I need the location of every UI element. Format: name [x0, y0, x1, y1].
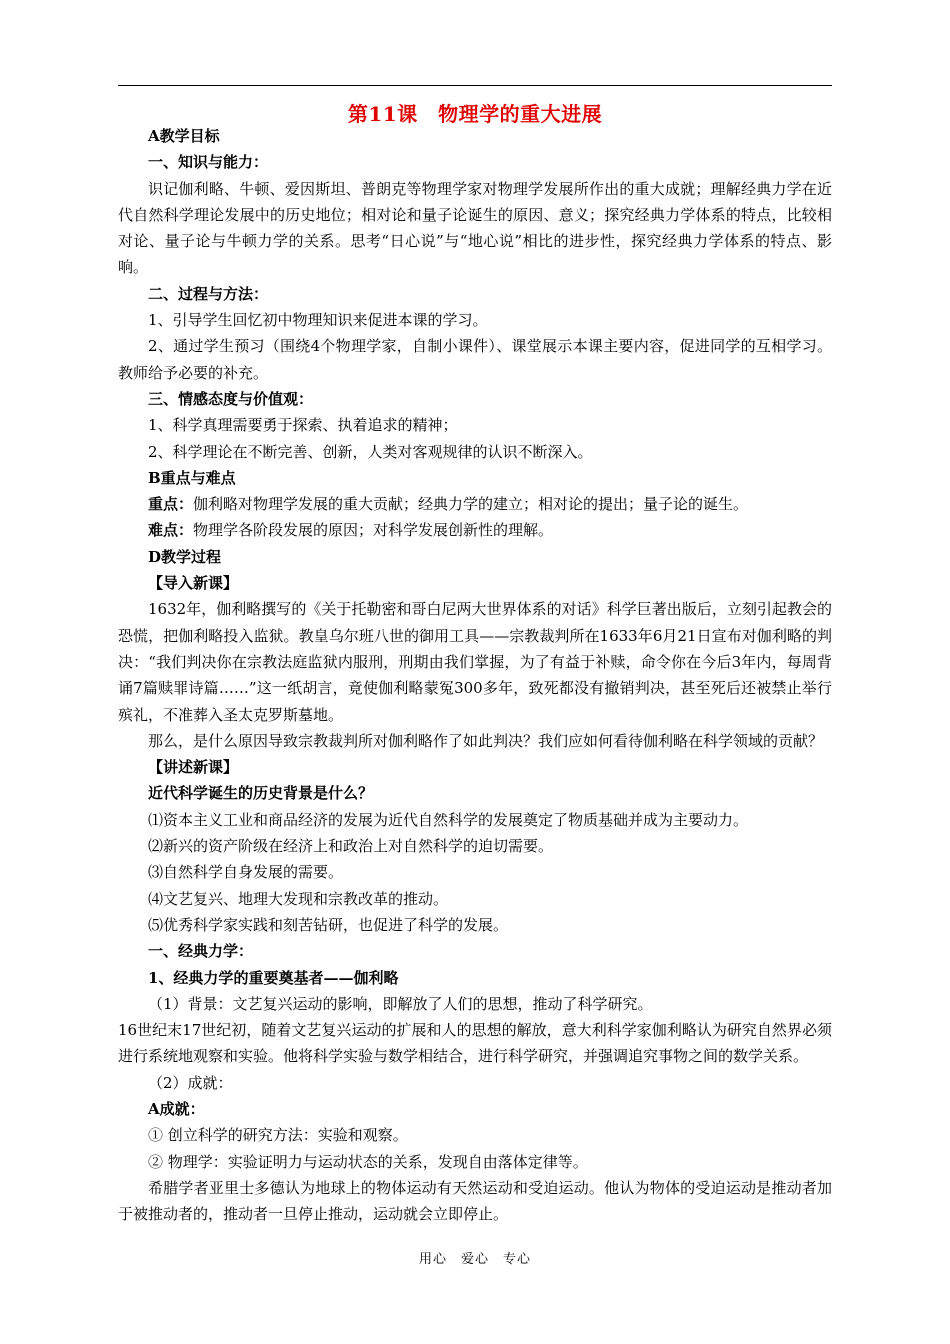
key-point-text: 伽利略对物理学发展的重大贡献；经典力学的建立；相对论的提出；量子论的诞生。	[193, 495, 749, 514]
document-body	[118, 123, 832, 1227]
paragraph: 2、通过学生预习（围绕4个物理学家，自制小课件）、课堂展示本课主要内容，促进同学的互相学习。教师给予必要的补充。	[118, 337, 832, 382]
section-heading: A教学目标	[148, 127, 220, 145]
paragraph: 1632年，伽利略撰写的《关于托勒密和哥白尼两大世界体系的对话》科学巨著出版后，立刻引起教会的恐慌，把伽利略投入监狱。教皇乌尔班八世的御用工具——宗教裁判所在1633年6月21日宣布对伽利略的判决：“我们判决你在宗教法庭监狱内服刑，刑期由我们掌握，为了有益于补赎，命令你在今后3年内，每周背诵7篇赎罪诗篇……”这一纸胡言，竟使伽利略蒙冤300多年，致死都没有撤销判决，甚至死后还被禁止举行殡礼，不准葬入圣太克罗斯墓地。	[118, 600, 832, 724]
paragraph: 16世纪末17世纪初，随着文艺复兴运动的扩展和人的思想的解放，意大利科学家伽利略认为研究自然界必须进行系统地观察和实验。他将科学实验与数学相结合，进行科学研究，并强调追究事物之间的数学关系。	[118, 1021, 832, 1066]
list-item: ⑷文艺复兴、地理大发现和宗教改革的推动。	[148, 889, 449, 908]
section-heading: D教学过程	[148, 547, 222, 566]
list-item: ① 创立科学的研究方法：实验和观察。	[148, 1126, 408, 1145]
question-heading: 近代科学诞生的历史背景是什么？	[148, 784, 374, 803]
subsection-heading: A成就：	[148, 1099, 205, 1118]
key-point-label: 重点：	[148, 495, 194, 514]
key-point-line	[118, 491, 832, 517]
subsection-heading: 一、知识与能力：	[148, 153, 269, 172]
paragraph: 那么，是什么原因导致宗教裁判所对伽利略作了如此判决？我们应如何看待伽利略在科学领域的贡献？	[148, 731, 824, 750]
list-item: ② 物理学：实验证明力与运动状态的关系，发现自由落体定律等。	[148, 1152, 588, 1171]
subsection-heading: 三、情感态度与价值观：	[148, 389, 314, 408]
list-item: ⑵新兴的资产阶级在经济上和政治上对自然科学的迫切需要。	[148, 837, 554, 856]
list-item: ⑸优秀科学家实践和刻苦钻研，也促进了科学的发展。	[148, 915, 509, 934]
difficulty-line	[118, 517, 832, 543]
difficulty-text: 物理学各阶段发展的原因；对科学发展创新性的理解。	[193, 521, 554, 540]
list-item: 2、科学理论在不断完善、创新，人类对客观规律的认识不断深入。	[148, 442, 593, 461]
subsection-heading: 【讲述新课】	[148, 758, 239, 777]
list-item: ⑶自然科学自身发展的需要。	[148, 863, 344, 882]
subsection-heading: 1、经典力学的重要奠基者——伽利略	[148, 968, 399, 987]
subsection-heading: 【导入新课】	[148, 574, 239, 593]
list-item: （2）成就：	[148, 1073, 233, 1092]
page-footer: 用心 爱心 专心	[418, 1252, 531, 1267]
header-rule	[118, 85, 832, 86]
section-heading: B重点与难点	[148, 468, 236, 487]
list-item: ⑴资本主义工业和商品经济的发展为近代自然科学的发展奠定了物质基础并成为主要动力。	[148, 810, 749, 829]
lesson-title: 第11课 物理学的重大进展	[347, 102, 603, 126]
list-item: 1、引导学生回忆初中物理知识来促进本课的学习。	[148, 311, 488, 330]
subsection-heading: 二、过程与方法：	[148, 284, 269, 303]
paragraph: 希腊学者亚里士多德认为地球上的物体运动有天然运动和受迫运动。他认为物体的受迫运动是推动者加于被推动者的，推动者一旦停止推动，运动就会立即停止。	[118, 1178, 832, 1224]
list-item: 1、科学真理需要勇于探索、执着追求的精神；	[148, 416, 458, 435]
difficulty-label: 难点：	[148, 521, 194, 540]
list-item: （1）背景：文艺复兴运动的影响，即解放了人们的思想，推动了科学研究。	[148, 994, 653, 1013]
paragraph: 识记伽利略、牛顿、爱因斯坦、普朗克等物理学家对物理学发展所作出的重大成就；理解经典力学在近代自然科学理论发展中的历史地位；相对论和量子论诞生的原因、意义；探究经典力学体系的特点，比较相对论、量子论与牛顿力学的关系。思考“日心说”与“地心说”相比的进步性，探究经典力学体系的特点、影响。	[118, 179, 832, 277]
subsection-heading: 一、经典力学：	[148, 942, 254, 961]
